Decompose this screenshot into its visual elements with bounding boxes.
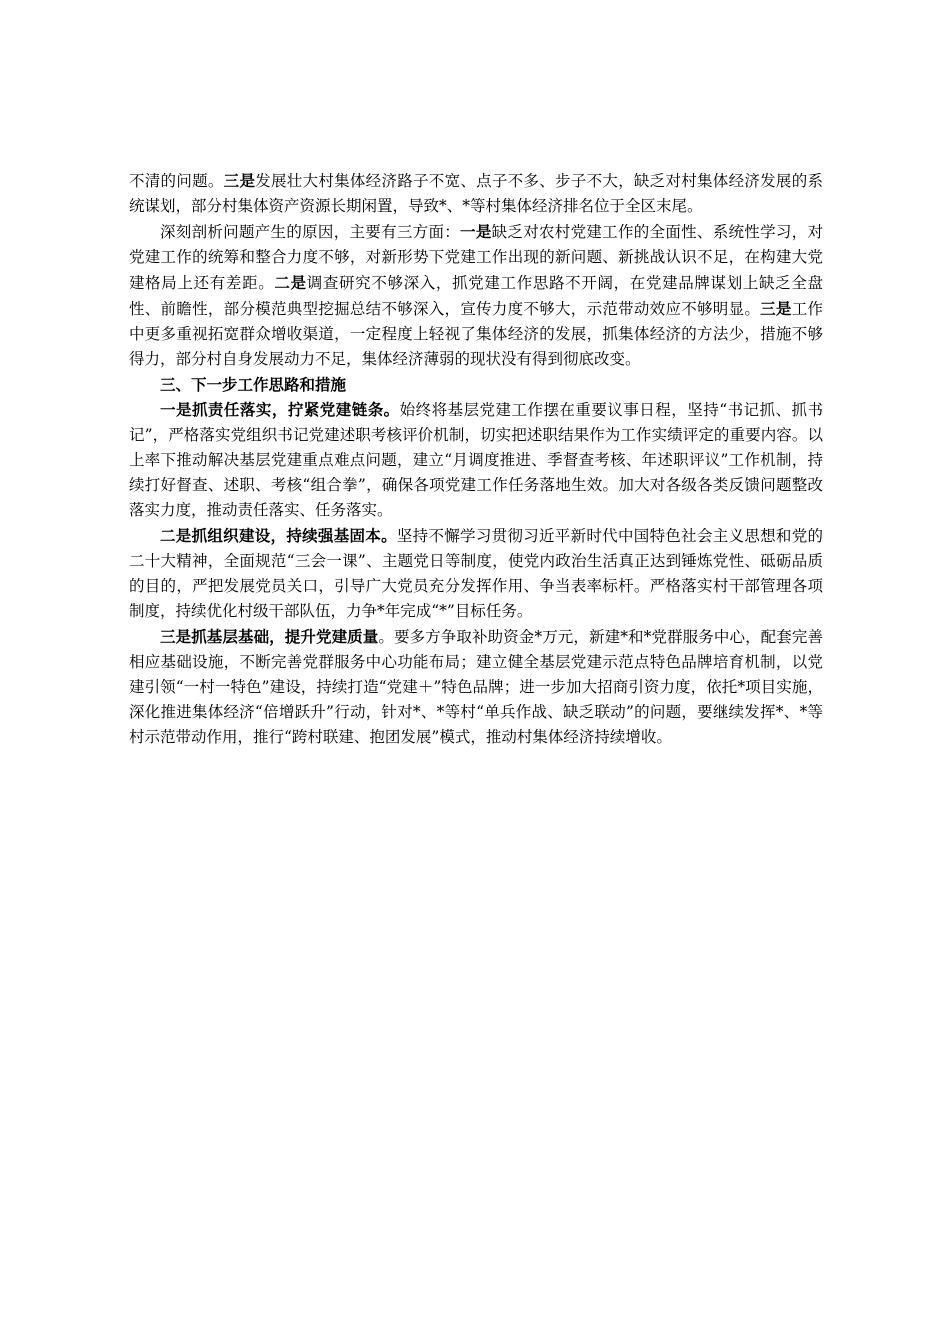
document-page (129, 168, 823, 750)
text-run: 不清的问题。 (129, 172, 224, 190)
bold-run: 三是 (223, 171, 256, 190)
text-run: 缺乏对农村党建工作的全面性、系统性学习，对党建工作的统筹和整合力度不够，对新形势下党建工作出现的新问题、新挑战认识不足，在构建大党建格局上还有差距。 (129, 223, 823, 292)
text-run: 始终将基层党建工作摆在重要议事日程，坚持“书记抓、抓书记”，严格落实党组织书记党建述职考核评价机制，切实把述职结果作为工作实绩评定的重要内容。以上率下推动解决基层党建重点难点问题，建立“月调度推进、季督查考核、年述职评议”工作机制，持续打好督查、述职、考核“组合拳”，确保各项党建工作任务落地生效。加大对各级各类反馈问题整改落实力度，推动责任落实、任务落实。 (129, 401, 823, 519)
bold-run: 一是抓责任落实，拧紧党建链条。 (160, 400, 400, 419)
text-run: 深刻剖析问题产生的原因，主要有三方面： (160, 223, 461, 241)
paragraph-causes (129, 219, 823, 372)
bold-run: 二是 (274, 273, 307, 292)
bold-run: 三是 (760, 299, 792, 318)
text-run: 发展壮大村集体经济路子不宽、点子不多、步子不大，缺乏对村集体经济发展的系统谋划，部分村集体资产资源长期闲置，导致*、*等村集体经济排名位于全区末尾。 (129, 172, 823, 215)
bold-run: 二是抓组织建设，持续强基固本。 (160, 526, 397, 545)
bold-run: 一是 (460, 222, 492, 241)
text-run: 。要多方争取补助资金*万元，新建*和*党群服务中心，配套完善相应基础设施，不断完善党群服务中心功能布局；建立健全基层党建示范点特色品牌培育机制，以党建引领“一村一特色”建设，持续打造“党建＋”特色品牌；进一步加大招商引资力度，依托*项目实施，深化推进集体经济“倍增跃升”行动，针对*、*等村“单兵作战、缺乏联动”的问题，要继续发挥*、*等村示范带动作用，推行“跨村联建、抱团发展”模式，推动村集体经济持续增收。 (129, 628, 823, 746)
paragraph-measure-2 (129, 523, 823, 624)
paragraph-measure-3 (129, 624, 823, 750)
bold-run: 三是抓基层基础，提升党建质量 (160, 627, 379, 646)
paragraph-measure-1 (129, 397, 823, 523)
text-run: 工作中更多重视拓宽群众增收渠道，一定程度上轻视了集体经济的发展，抓集体经济的方法少，措施不够得力，部分村自身发展动力不足，集体经济薄弱的现状没有得到彻底改变。 (129, 300, 823, 368)
paragraph-continuation (129, 168, 823, 219)
section-heading: 三、下一步工作思路和措施 (160, 375, 347, 394)
text-run: 调查研究不够深入，抓党建工作思路不开阔，在党建品牌谋划上缺乏全盘性、前瞻性，部分模范典型挖掘总结不够深入，宣传力度不够大，示范带动效应不够明显。 (129, 274, 823, 318)
text-run: 坚持不懈学习贯彻习近平新时代中国特色社会主义思想和党的二十大精神，全面规范“三会一课”、主题党日等制度，使党内政治生活真正达到锤炼党性、砥砺品质的目的，严把发展党员关口，引导广大党员充分发挥作用、争当表率标杆。严格落实村干部管理各项制度，持续优化村级干部队伍，力争*年完成“*”目标任务。 (129, 527, 823, 620)
